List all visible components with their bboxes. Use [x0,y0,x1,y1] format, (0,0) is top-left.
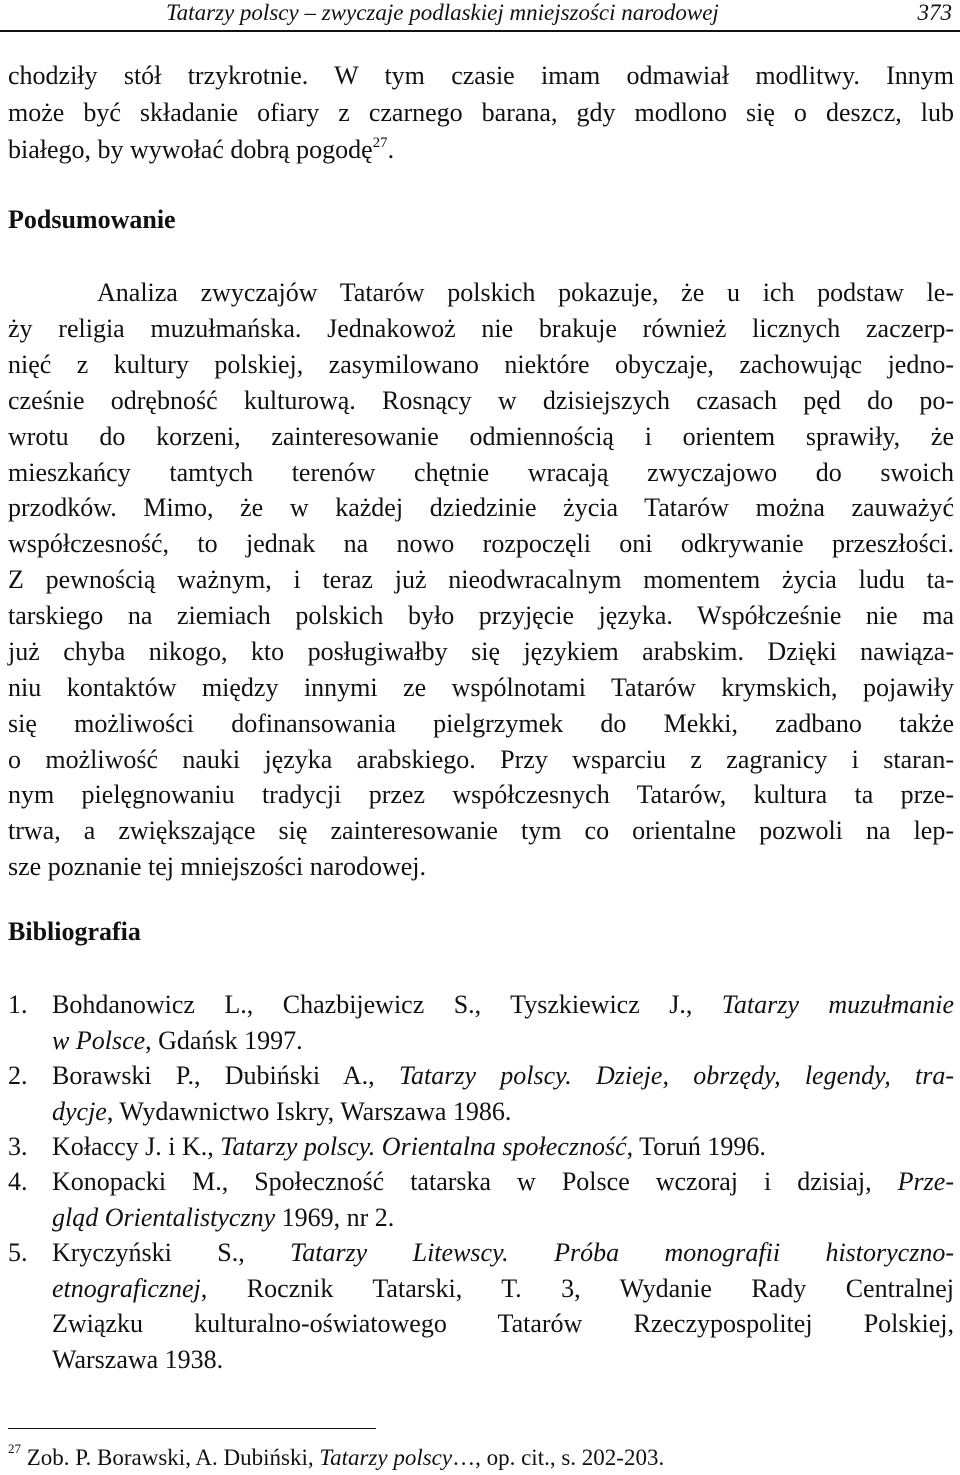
bib-entry-line: dycje, Wydawnictwo Iskry, Warszawa 1986. [52,1097,512,1126]
bib-entry-number: 2. [8,1061,28,1090]
bib-entry-number: 5. [8,1238,28,1267]
summary-line: sze poznanie tej mniejszości narodowej. [8,852,427,881]
footnote: $^{27}$ Zob. P. Borawski, A. Dubiński, Tatarzy polscy…, op. cit., s. 202-203. [8,1441,665,1470]
bib-entry-line: Konopacki M., Społeczność tatarska w Polsce wczoraj i dzisiaj, Prze- [52,1167,954,1196]
bib-entry-line: Warszawa 1938. [52,1345,224,1374]
bib-entry-line: Kryczyński S., Tatarzy Litewscy. Próba monografii historyczno- [52,1238,954,1267]
running-header [0,0,960,32]
summary-line: się możliwości dofinansowania pielgrzymek do Mekki, zadbano także [8,709,954,738]
summary-line: Z pewnością ważnym, i teraz już nieodwracalnym momentem życia ludu ta- [8,565,954,594]
summary-line: ży religia muzułmańska. Jednakowoż nie brakuje również licznych zaczerp- [8,314,954,343]
body-line: chodziły stół trzykrotnie. W tym czasie imam odmawiał modlitwy. Innym [8,61,954,90]
summary-line: przodków. Mimo, że w każdej dziedzinie życia Tatarów można zauważyć [8,493,954,522]
bib-entry-number: 4. [8,1167,28,1196]
summary-line: współczesność, to jednak na nowo rozpoczęli oni odkrywanie przeszłości. [8,529,954,558]
bib-entry-line: etnograficznej, Rocznik Tatarski, T. 3, Wydanie Rady Centralnej [52,1274,954,1303]
footnote-ref[interactable]: 27 [372,135,388,151]
summary-line: wrotu do korzeni, zainteresowanie odmiennością i orientem sprawiły, że [8,422,954,451]
summary-line: niu kontaktów między innymi ze wspólnotami Tatarów krymskich, pojawiły [8,673,954,702]
footnote-number: 27 [8,1441,21,1456]
page-number: 373 [917,0,952,25]
body-line: białego, by wywołać dobrą pogodę$^{27}$. [8,135,395,164]
footnote-separator [8,1428,376,1429]
summary-line: mieszkańcy tamtych terenów chętnie wracają zwyczajowo do swoich [8,458,954,487]
summary-line: Analiza zwyczajów Tatarów polskich pokazuje, że u ich podstaw le- [97,278,954,307]
bib-entry-line: Kołaccy J. i K., Tatarzy polscy. Orientalna społeczność, Toruń 1996. [52,1132,766,1161]
summary-line: o możliwość nauki języka arabskiego. Przy wsparciu z zagranicy i staran- [8,745,954,774]
bib-entry-line: Bohdanowicz L., Chazbijewicz S., Tyszkiewicz J., Tatarzy muzułmanie [52,990,954,1019]
bib-entry-number: 3. [8,1132,28,1161]
summary-line: trwa, a zwiększające się zainteresowanie tym co orientalne pozwoli na lep- [8,816,954,845]
summary-line: tarskiego na ziemiach polskich było przyjęcie języka. Współcześnie nie ma [8,601,954,630]
running-header-title: Tatarzy polscy – zwyczaje podlaskiej mniejszości narodowej [166,0,719,25]
section-heading-bibliography: Bibliografia [8,917,141,946]
summary-line: nym pielęgnowaniu tradycji przez współczesnych Tatarów, kultura ta prze- [8,780,954,809]
bib-entry-line: Związku kulturalno-oświatowego Tatarów Rzeczypospolitej Polskiej, [52,1309,954,1338]
section-heading-summary: Podsumowanie [8,205,176,234]
bib-entry-number: 1. [8,990,28,1019]
summary-line: cześnie odrębność kulturową. Rosnący w dzisiejszych czasach pęd do po- [8,386,954,415]
body-line: może być składanie ofiary z czarnego barana, gdy modlono się o deszcz, lub [8,98,954,127]
summary-line: nięć z kultury polskiej, zasymilowano niektóre obyczaje, zachowując jedno- [8,350,954,379]
bib-entry-line: gląd Orientalistyczny 1969, nr 2. [52,1203,395,1232]
summary-line: już chyba nikogo, kto posługiwałby się językiem arabskim. Dzięki nawiąza- [8,637,954,666]
bib-entry-line: Borawski P., Dubiński A., Tatarzy polscy. Dzieje, obrzędy, legendy, tra- [52,1061,955,1090]
bib-entry-line: w Polsce, Gdańsk 1997. [52,1026,303,1055]
